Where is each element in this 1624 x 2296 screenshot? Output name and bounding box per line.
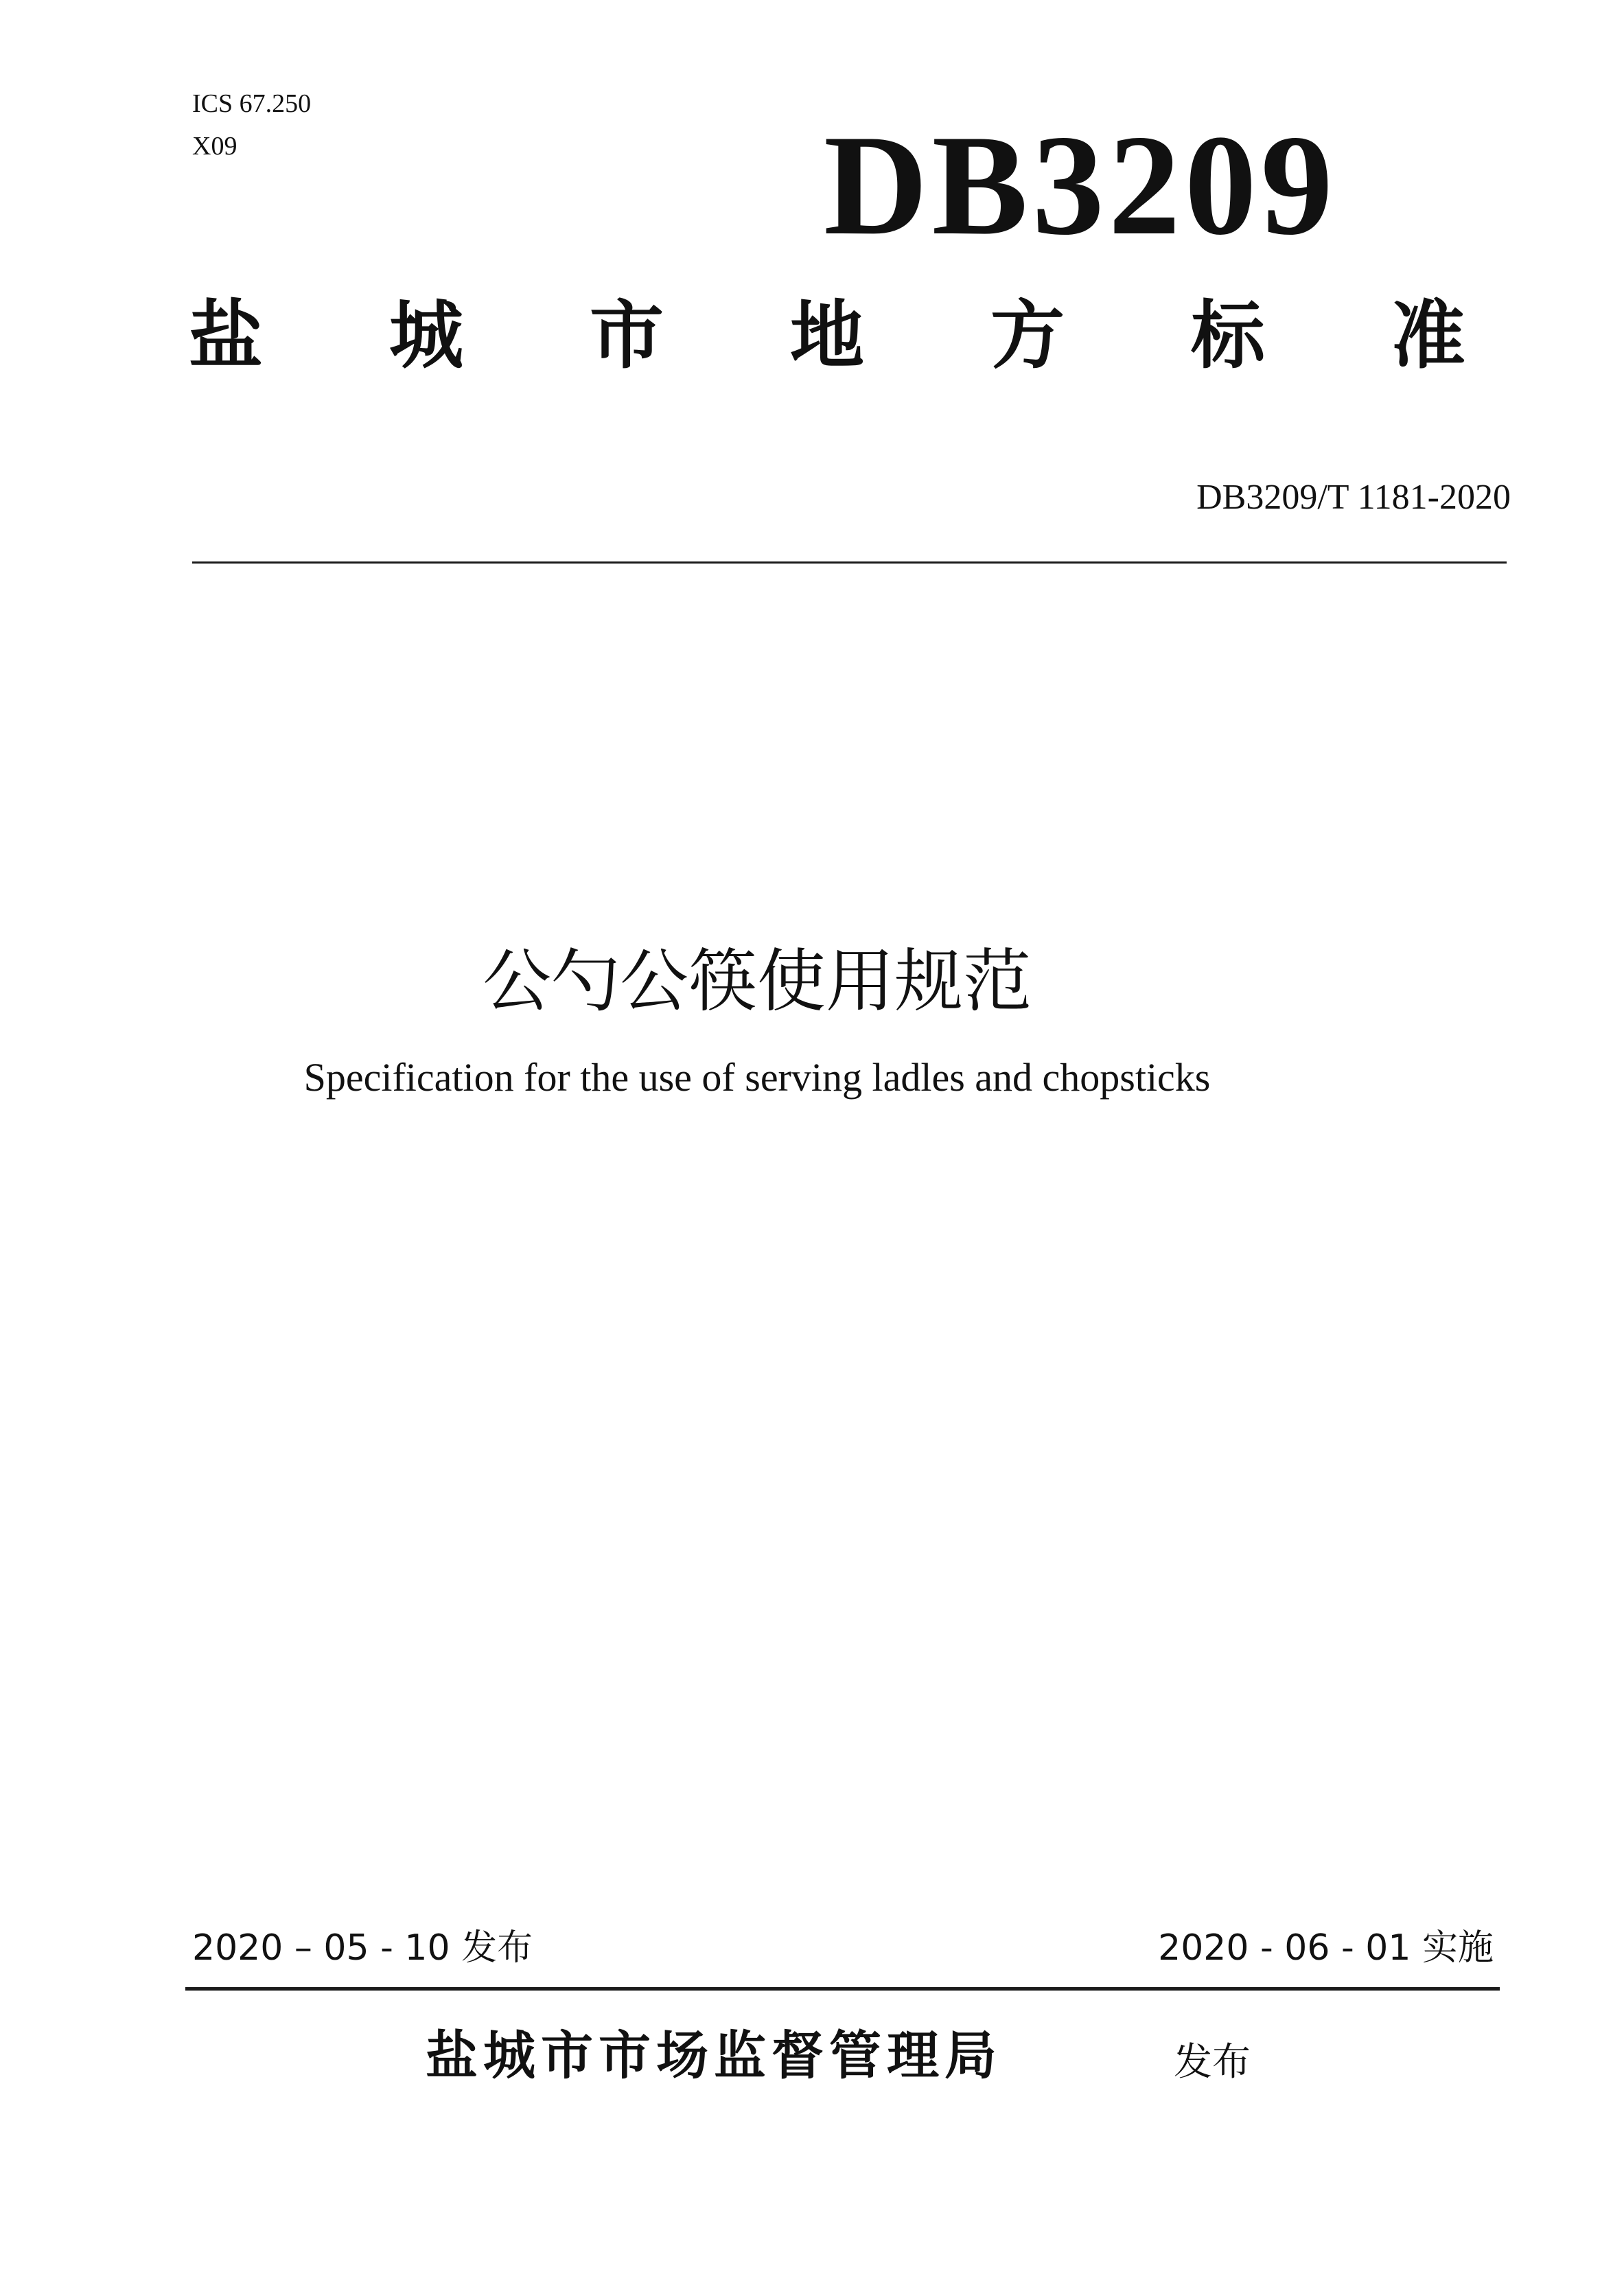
category-char: 市 [589, 293, 664, 379]
category-char: 方 [990, 293, 1065, 379]
bottom-divider [185, 1987, 1500, 1991]
category-char: 准 [1391, 293, 1465, 379]
standard-code-heading: DB3209 [824, 106, 1337, 265]
category-char: 盐 [189, 293, 264, 379]
issue-date: 2020 – 05 - 10 发布 [192, 1927, 533, 1969]
ics-code: ICS 67.250 [192, 89, 312, 118]
implementation-date: 2020 - 06 - 01 实施 [1158, 1927, 1494, 1969]
publisher-action: 发布 [1174, 2040, 1251, 2085]
standard-number: DB3209/T 1181-2020 [1196, 478, 1511, 517]
document-title-english: Specification for the use of serving ladles and chopsticks [303, 1055, 1211, 1100]
ccs-code: X09 [192, 132, 237, 161]
document-title-chinese: 公勺公筷使用规范 [483, 941, 1032, 1021]
classification-codes [192, 82, 311, 167]
publisher-name: 盐城市市场监督管理局 [426, 2025, 1002, 2086]
category-char: 标 [1190, 293, 1265, 379]
top-divider [192, 561, 1507, 564]
category-char: 地 [789, 293, 864, 379]
standard-category-title [189, 295, 1465, 378]
category-char: 城 [388, 293, 463, 379]
